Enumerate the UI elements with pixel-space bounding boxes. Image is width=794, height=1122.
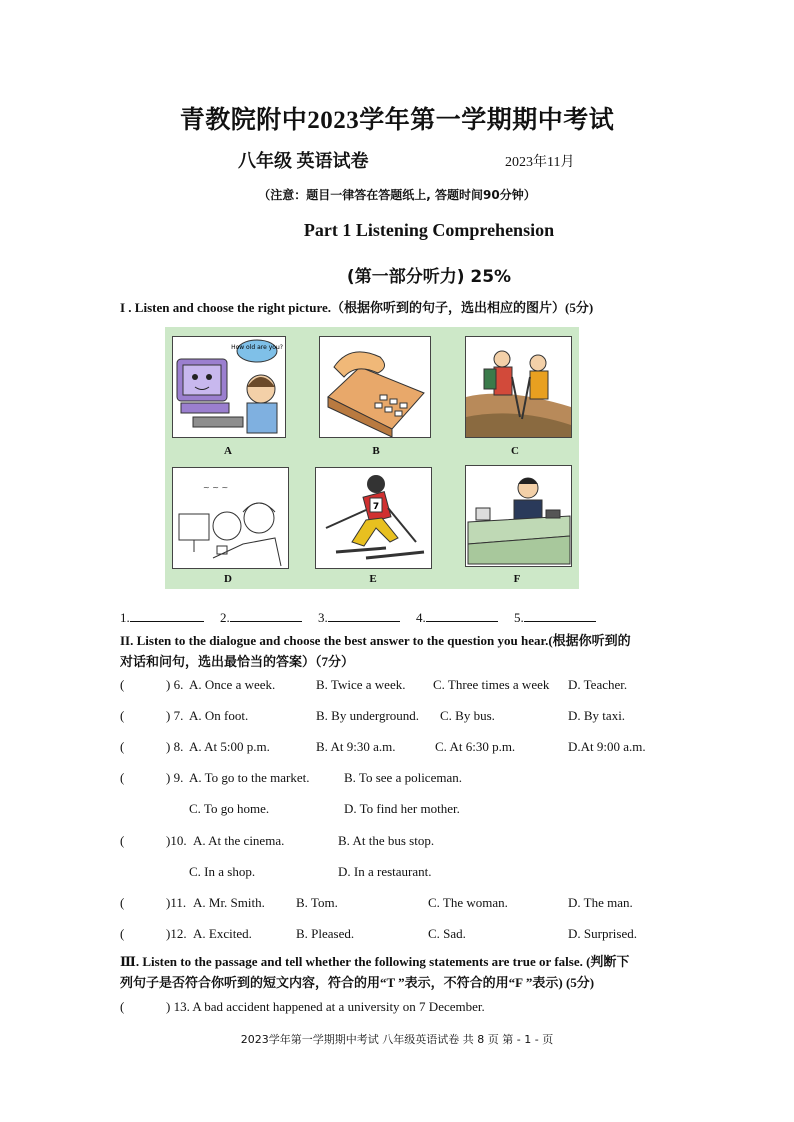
option-c: C. At 6:30 p.m. bbox=[435, 739, 516, 754]
answer-blank-5[interactable] bbox=[524, 609, 596, 622]
part-subtitle: (第一部分听力) 25% bbox=[346, 267, 512, 287]
option-a: A. At the cinema. bbox=[193, 833, 285, 848]
section1-heading: I . Listen and choose the right picture.（根据你听到的句子，选出相应的图片）(5分) bbox=[120, 300, 594, 315]
answer-paren[interactable]: ( bbox=[120, 895, 125, 910]
option-b: B. Pleased. bbox=[296, 926, 355, 941]
picture-e bbox=[315, 467, 432, 569]
question-number: ) 9. bbox=[166, 770, 184, 785]
option-b: B. Twice a week. bbox=[316, 677, 406, 692]
part-title: Part 1 Listening Comprehension bbox=[303, 220, 555, 240]
option-d: D. To find her mother. bbox=[344, 801, 460, 816]
option-a: A. Once a week. bbox=[189, 677, 276, 692]
answer-paren[interactable]: ( bbox=[120, 999, 125, 1014]
answer-paren[interactable]: ( bbox=[120, 739, 125, 754]
answer-blank-2[interactable] bbox=[230, 609, 302, 622]
option-c: C. The woman. bbox=[428, 895, 508, 910]
question-number: )10. bbox=[166, 833, 187, 848]
blank-number: 3. bbox=[318, 610, 328, 625]
option-b: B. At the bus stop. bbox=[338, 833, 435, 848]
picture-f bbox=[465, 465, 572, 567]
answer-paren[interactable]: ( bbox=[120, 708, 125, 723]
exam-date: 2023年11月 bbox=[505, 155, 575, 170]
option-b: B. To see a policeman. bbox=[344, 770, 462, 785]
question-number: ) 7. bbox=[166, 708, 184, 723]
answer-blank-1[interactable] bbox=[130, 609, 204, 622]
answer-paren[interactable]: ( bbox=[120, 926, 125, 941]
question-number: ) 6. bbox=[166, 677, 184, 692]
option-a: A. Excited. bbox=[193, 926, 252, 941]
question-number: ) 8. bbox=[166, 739, 184, 754]
option-a: A. Mr. Smith. bbox=[193, 895, 265, 910]
option-c: C. To go home. bbox=[189, 801, 270, 816]
answer-blank-4[interactable] bbox=[426, 609, 498, 622]
option-d: D. Teacher. bbox=[568, 677, 628, 692]
blank-number: 1. bbox=[120, 610, 130, 625]
question-number: )12. bbox=[166, 926, 187, 941]
section2-heading-line2: 对话和问句，选出最恰当的答案）（7分） bbox=[120, 654, 355, 669]
option-c: C. By bus. bbox=[440, 708, 495, 723]
bib-number: 7 bbox=[372, 502, 380, 512]
computer-chat-icon bbox=[173, 337, 285, 437]
telephone-icon bbox=[320, 337, 430, 437]
answer-blank-3[interactable] bbox=[328, 609, 400, 622]
option-c: C. Three times a week bbox=[433, 677, 550, 692]
option-d: D. Surprised. bbox=[568, 926, 637, 941]
option-b: B. By underground. bbox=[316, 708, 420, 723]
section2-heading-line1: II. Listen to the dialogue and choose the best answer to the question you hear.(根据你听到的 bbox=[120, 633, 631, 648]
option-c: C. Sad. bbox=[428, 926, 466, 941]
section3-heading-line1: Ⅲ. Listen to the passage and tell whether the following statements are true or false. (判断下 bbox=[120, 954, 630, 969]
option-c: C. In a shop. bbox=[189, 864, 256, 879]
picture-b bbox=[319, 336, 431, 438]
exam-note: （注意：题目一律答在答题纸上, 答题时间90分钟） bbox=[258, 188, 536, 202]
option-a: A. On foot. bbox=[189, 708, 249, 723]
picture-label: C bbox=[511, 445, 519, 457]
option-a: A. At 5:00 p.m. bbox=[189, 739, 270, 754]
option-b: B. At 9:30 a.m. bbox=[316, 739, 396, 754]
picture-d bbox=[172, 467, 289, 569]
picture-label: E bbox=[369, 573, 377, 585]
picture-label: A bbox=[224, 445, 232, 457]
option-b: B. Tom. bbox=[296, 895, 338, 910]
statement-13: ) 13. A bad accident happened at a university on 7 December. bbox=[166, 999, 485, 1014]
blank-number: 4. bbox=[416, 610, 426, 625]
answer-paren[interactable]: ( bbox=[120, 833, 125, 848]
kids-computer-icon bbox=[173, 468, 288, 568]
picture-label: D bbox=[224, 573, 232, 585]
picture-c bbox=[465, 336, 572, 438]
picture-label: B bbox=[372, 445, 380, 457]
option-d: D. The man. bbox=[568, 895, 633, 910]
answer-paren[interactable]: ( bbox=[120, 677, 125, 692]
svg-text:~ ~ ~: ~ ~ ~ bbox=[203, 483, 229, 492]
picture-a bbox=[172, 336, 286, 438]
receptionist-icon bbox=[466, 466, 571, 566]
option-d: D. In a restaurant. bbox=[338, 864, 432, 879]
section3-heading-line2: 列句子是否符合你听到的短文内容，符合的用“T ”表示，不符合的用“F ”表示) (5分) bbox=[120, 975, 595, 990]
answer-paren[interactable]: ( bbox=[120, 770, 125, 785]
speech-bubble-text: How old are you? bbox=[231, 344, 283, 351]
option-a: A. To go to the market. bbox=[189, 770, 310, 785]
skier-icon bbox=[316, 468, 431, 568]
option-d: D.At 9:00 a.m. bbox=[568, 739, 646, 754]
answer-blank-row bbox=[120, 609, 596, 626]
picture-panel bbox=[165, 327, 579, 589]
blank-number: 5. bbox=[514, 610, 524, 625]
option-d: D. By taxi. bbox=[568, 708, 626, 723]
blank-number: 2. bbox=[220, 610, 230, 625]
question-number: )11. bbox=[166, 895, 187, 910]
picture-label: F bbox=[513, 573, 521, 585]
page-footer: 2023学年第一学期期中考试 八年级英语试卷 共 8 页 第 - 1 - 页 bbox=[240, 1033, 554, 1046]
exam-title: 青教院附中2023学年第一学期期中考试 bbox=[179, 107, 615, 134]
hikers-icon bbox=[466, 337, 571, 437]
exam-subtitle: 八年级 英语试卷 bbox=[238, 151, 369, 171]
